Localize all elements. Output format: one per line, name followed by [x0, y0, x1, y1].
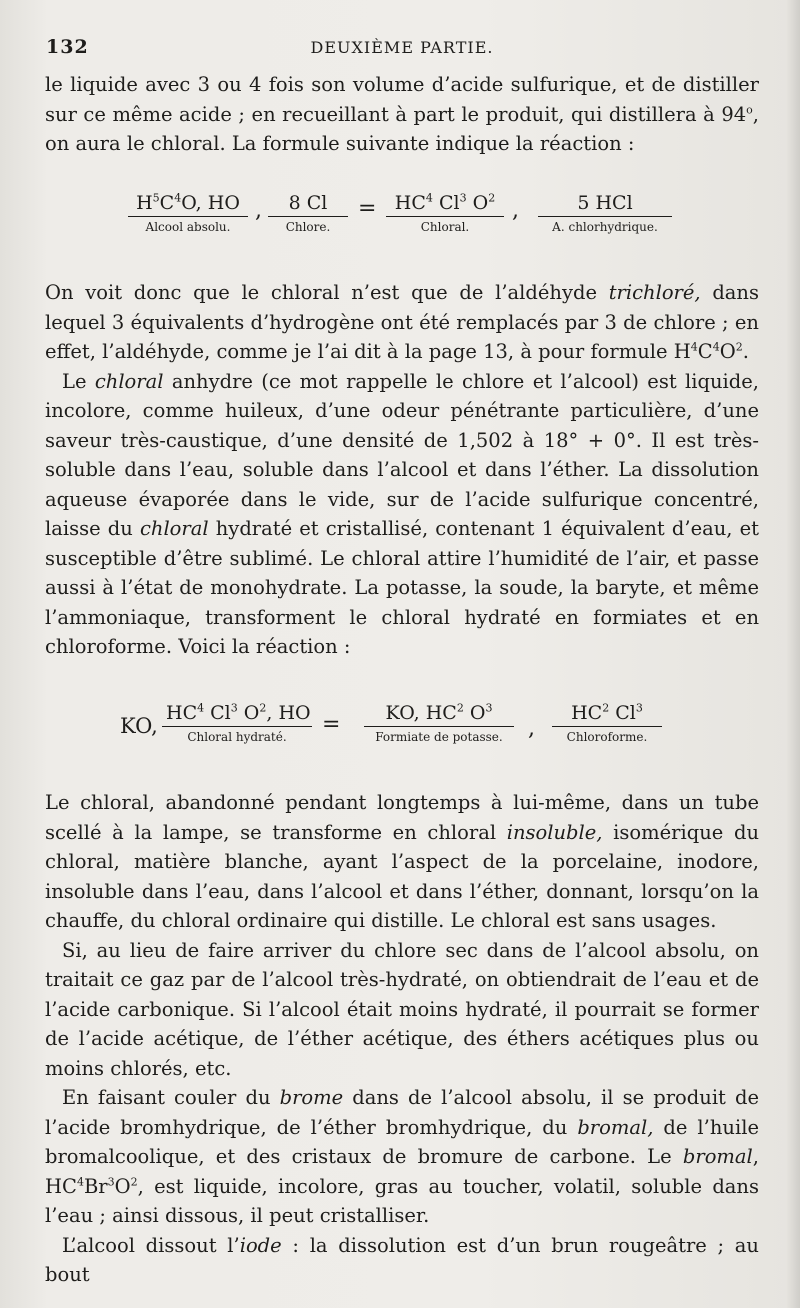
- paragraph-chloral-anhydre: Le chloral anhydre (ce mot rappelle le chlore et l’alcool) est liquide, incolore, comme huileux, d’une odeur pénétrante particulière, d’une saveur très-caustique, d’une densité de 1,502 à 18° + 0°. Il est très-soluble dans l’eau, soluble dans l’alcool et dans l’éther. La dissolution aqueuse évaporée dans le vide, sur de l’acide sulfurique concentré, laisse du chloral hydraté et cristallisé, contenant 1 équivalent d’eau, et susceptible d’être sublimé. Le chloral attire l’humidité de l’air, et passe aussi à l’état de monohydrate. La potasse, la soude, la baryte, et même l’ammoniaque, transforment le chloral hydraté en formiates et en chloroforme. Voici la réaction :: [45, 369, 760, 658]
- equals-sign: =: [358, 196, 377, 221]
- paragraph-iode: L’alcool dissout l’iode : la dissolution est d’un brun rougeâtre ; au bout: [45, 1233, 759, 1286]
- paragraph-brome: En faisant couler du brome dans de l’alcool absolu, il se produit de l’acide bromhydrique, de l’éther bromhydrique, du bromal, de l’huile bromalcoolique, et des cristaux de bromure de carbone. Le bromal, $HC^4Br^3O^2$, est liquide, incolore, gras au toucher, volatil, soluble dans l’eau ; ainsi dissous, il peut cristalliser.: [45, 1086, 759, 1227]
- paragraph-trichlore: On voit donc que le chloral n’est que de l’aldéhyde trichloré, dans lequel 3 équivalents d’hydrogène ont été remplacés par 3 de chlore ; en effet, l’aldéhyde, comme je l’ai dit à la page 13, à pour formule $H^4C^4O^2$.: [45, 281, 759, 363]
- paragraph-continuation: le liquide avec 3 ou 4 fois son volume d’acide sulfurique, et de distiller sur ce même acide ; en recueillant à part le produit, qui distillera à 94$^o$, on aura le chloral. La formule suivante indique la réaction :: [45, 73, 759, 155]
- paragraph-chloral-insoluble: Le chloral, abandonné pendant longtemps à lui-même, dans un tube scellé à la lampe, se transforme en chloral insoluble, isomérique du chloral, matière blanche, ayant l’aspect de la porcelaine, inodore, insoluble dans l’eau, dans l’alcool et dans l’éther, donnant, lorsqu’on la chauffe, du chloral ordinaire qui distille. Le chloral est sans usages.: [45, 791, 759, 932]
- text-block-middle: [45, 278, 759, 662]
- paragraph-alcool-hydrate: Si, au lieu de faire arriver du chlore sec dans de l’alcool absolu, on traitait ce gaz par de l’alcool très-hydraté, on obtiendrait de l’eau et de l’acide carbonique. Si l’alcool était moins hydraté, il pourrait se former de l’acide acétique, de l’éther acétique, des éthers acétiques plus ou moins chlorés, etc.: [45, 938, 759, 1080]
- formula-lead-ko: KO,: [120, 714, 158, 738]
- term-formiate-potasse: KO, $HC^2$ $O^3$ Formiate de potasse.: [364, 702, 514, 745]
- equals-sign: =: [322, 712, 341, 737]
- term-alcool-absolu: $H^5C^4O$, HO Alcool absolu.: [128, 192, 248, 235]
- comma-separator: ,: [512, 198, 519, 223]
- page-number: 132: [46, 36, 89, 58]
- text-block-top: [45, 70, 759, 159]
- comma-separator: ,: [528, 716, 535, 741]
- running-head: [46, 36, 758, 66]
- term-chloral-hydrate: $HC^4$ Cl$^3$ $O^2$, HO Chloral hydraté.: [162, 702, 312, 745]
- page-edge-shadow: [786, 0, 800, 1308]
- text-block-bottom: [45, 788, 759, 1290]
- term-acide-chlorhydrique: 5 HCl A. chlorhydrique.: [538, 192, 672, 235]
- term-chloral: $HC^4$ Cl$^3$ $O^2$ Chloral.: [386, 192, 504, 235]
- running-title: DEUXIÈME PARTIE.: [310, 38, 494, 57]
- formula-chloroforme: [0, 702, 800, 762]
- comma-separator: ,: [255, 198, 262, 223]
- term-chloroforme: $HC^2$ Cl$^3$ Chloroforme.: [552, 702, 662, 745]
- formula-chloral-synthesis: [0, 192, 800, 252]
- term-chlore: 8 Cl Chlore.: [268, 192, 348, 235]
